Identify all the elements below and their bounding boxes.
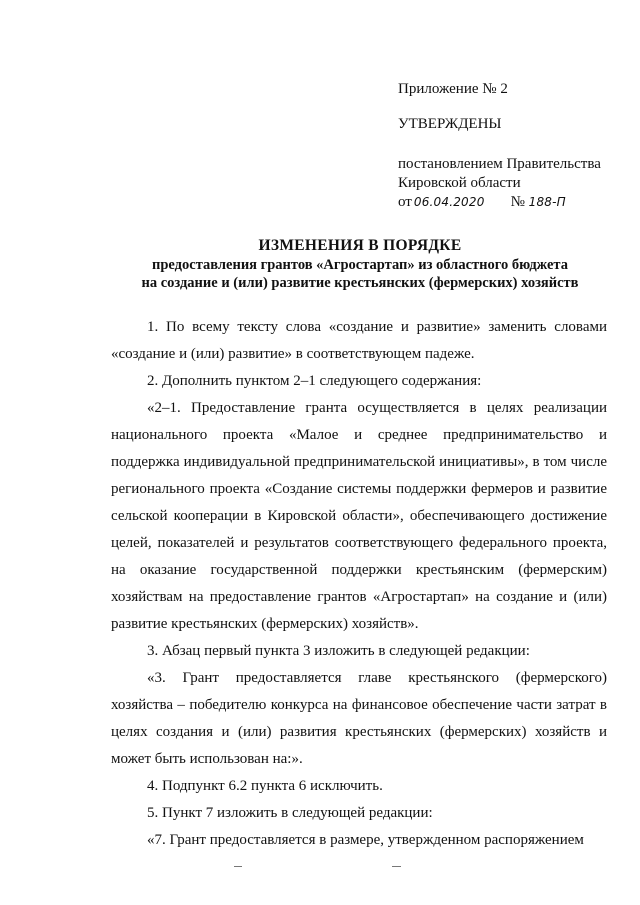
decree-date-number [398,193,618,212]
scan-artifacts [0,862,640,872]
paragraph-2: 2. Дополнить пунктом 2–1 следующего содержания: [147,373,482,389]
paragraph-5: «3. Грант предоставляется главе крестьянского (фермерского) хозяйства – победителю конкурса на финансовое обеспечение части затрат в целях создания и (или) развития крестьянских (фермерских) хозяйств и может быть использован на:». [111,670,607,767]
paragraph-7: 5. Пункт 7 изложить в следующей редакции: [147,805,433,821]
approved-label: УТВЕРЖДЕНЫ [398,116,502,132]
document-body [111,314,607,854]
annex-number: Приложение № 2 [398,81,508,97]
document-subtitle-line-2: на создание и (или) развитие крестьянских (фермерских) хозяйств [141,275,579,291]
number-prefix: № [510,194,525,210]
paragraph-1: 1. По всему тексту слова «создание и развитие» заменить словами «создание и (или) развитие» в соответствующем падеже. [111,319,607,362]
handwritten-date: 06.04.2020 [413,195,485,209]
issuer-line-2: Кировской области [398,175,521,191]
scan-mark-right [392,866,401,867]
approval-block [398,80,618,212]
paragraph-4: 3. Абзац первый пункта 3 изложить в следующей редакции: [147,643,530,659]
document-heading [80,236,640,292]
scan-mark-left [234,866,242,867]
paragraph-8: «7. Грант предоставляется в размере, утвержденном распоряжением [147,832,584,848]
paragraph-6: 4. Подпункт 6.2 пункта 6 исключить. [147,778,383,794]
document-title: ИЗМЕНЕНИЯ В ПОРЯДКЕ [258,237,462,254]
paragraph-3: «2–1. Предоставление гранта осуществляется в целях реализации национального проекта «Малое и среднее предпринимательство и поддержка индивидуальной предпринимательской инициативы», в том числе регионального проекта «Создание системы поддержки фермеров и развитие сельской кооперации в Кировской области», обеспечивающего достижение целей, показателей и результатов соответствующего федерального проекта, на оказание государственной поддержки крестьянским (фермерским) хозяйствам на предоставление грантов «Агростартап» на создание и (или) развитие крестьянских (фермерских) хозяйств». [111,400,607,632]
date-prefix: от [398,194,412,210]
document-subtitle-line-1: предоставления грантов «Агростартап» из областного бюджета [152,257,568,273]
handwritten-number: 188-П [528,195,566,209]
issuer-line-1: постановлением Правительства [398,156,601,172]
